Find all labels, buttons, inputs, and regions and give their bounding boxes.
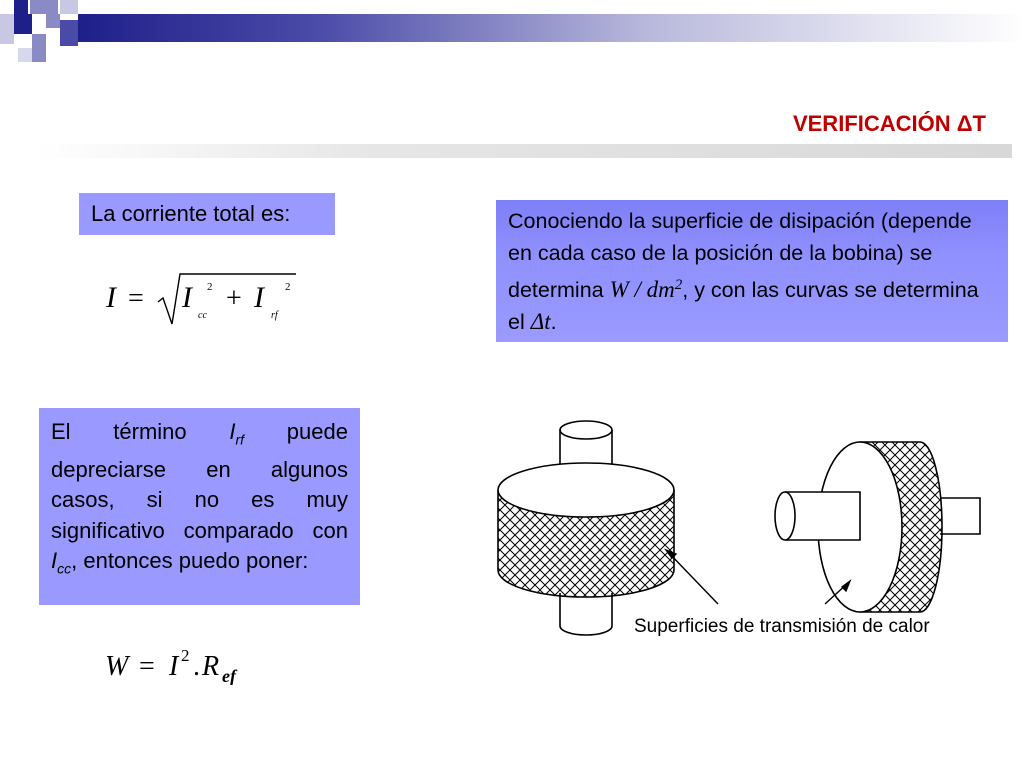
decor-square [46,14,60,28]
label-box-text: La corriente total es: [91,201,291,226]
note-symbol-irf: I [229,419,236,444]
eq1-term-1: I [182,281,192,314]
eq2-lhs: W [105,651,129,682]
decor-square [60,20,78,46]
coil-diagram [490,400,1000,640]
explanation-text-3: . [550,310,557,335]
slide-title: VERIFICACIÓN ΔT [792,111,986,136]
decor-square [14,0,28,14]
eq2-factor-sub: ef [222,666,236,685]
explanation-text-2: , y con las curvas se determina el [508,278,979,335]
decor-square [32,34,46,62]
eq2-exp: 2 [181,646,190,665]
eq1-term-2: I [254,281,264,314]
eq1-term-1-sub: cc [198,310,207,321]
eq1-plus: + [226,283,242,314]
note-box [39,408,360,605]
eq2-base: I [169,651,179,682]
explanation-superscript: 2 [674,277,683,293]
explanation-delta-t: Δt [530,309,551,335]
note-sub-rf: rf [235,431,245,448]
header-bar [78,14,1024,42]
eq1-term-1-sup: 2 [207,281,213,293]
note-text-1: El término [51,419,230,444]
equation-total-current [100,262,320,332]
decor-square [60,0,78,14]
label-box [79,193,335,235]
equation-power [105,645,265,685]
note-symbol-icc: I [51,548,58,574]
eq1-lhs: I [106,281,116,314]
diagram-caption: Superficies de transmisión de calor [634,616,930,637]
decor-square [18,48,32,62]
eq2-factor: R [202,651,220,682]
decor-square [0,14,14,44]
note-sub-cc: cc [57,560,72,577]
eq1-term-2-sub: rf [271,310,278,321]
decor-square [30,0,58,14]
eq1-equals: = [128,283,144,314]
decor-square [14,14,32,34]
eq2-dot: . [193,651,200,682]
title-underline-bar [36,144,1012,158]
explanation-box [496,200,1008,342]
vertical-coil-illustration [498,421,674,635]
eq2-equals: = [139,651,155,682]
note-text-2: puede depreciarse en algunos casos, si no es muy significativo comparado con [51,419,348,543]
explanation-text-1: Conociendo la superficie de disipación (depende en cada caso de la posición de la bobina) se determina [508,209,972,303]
eq1-term-2-sup: 2 [285,281,291,293]
explanation-formula: W / dm [609,277,675,303]
note-text-3: , entonces puedo poner: [71,548,309,574]
horizontal-coil-illustration [775,442,980,612]
